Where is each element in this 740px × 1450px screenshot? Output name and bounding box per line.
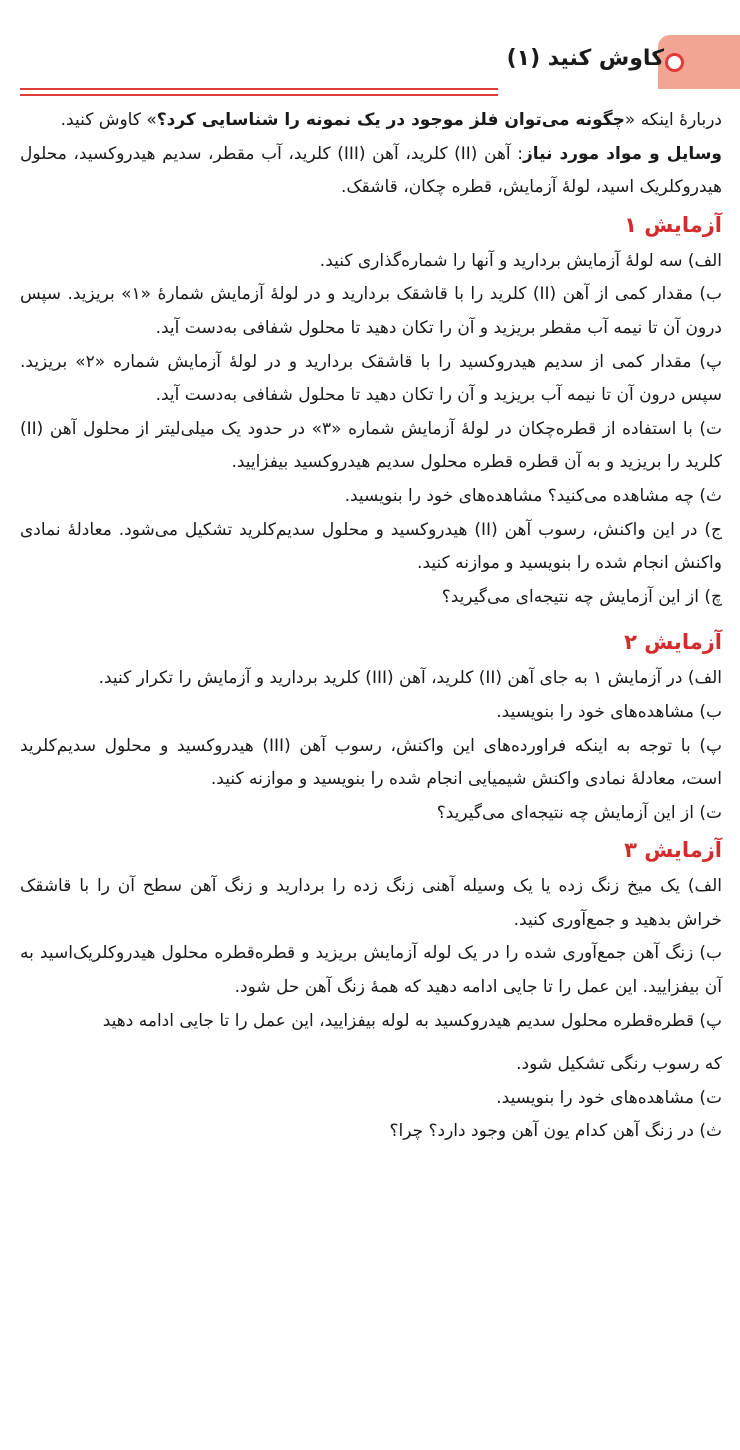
paragraph-gap	[20, 1038, 722, 1048]
exp1-step-pe: پ) مقدار کمی از سدیم هیدروکسید را با قاشقک بردارید و در لولهٔ آزمایش شماره «۲» بریزید. سپس درون آن تا نیمه آب بریزید و آن را تکان دهید تا محلول شفافی به‌دست آید.	[20, 351, 723, 406]
exp1-step-che: چ) از این آزمایش چه نتیجه‌ای می‌گیرید؟	[441, 586, 722, 607]
exp3-step-be: ب) زنگ آهن جمع‌آوری شده را در یک لوله آزمایش بریزید و قطره‌قطره محلول هیدروکلریک‌اسید به آن بیفزایید. این عمل را تا جایی ادامه دهید که همهٔ زنگ آهن حل شود.	[20, 943, 722, 998]
intro-paragraph	[20, 104, 722, 138]
experiment-3-title: آزمایش ۳	[624, 838, 722, 863]
section-title: کاوش کنید (۱)	[506, 46, 664, 71]
header-rule-top	[20, 88, 498, 90]
materials-paragraph	[20, 138, 722, 205]
exp1-step-jim: ج) در این واکنش، رسوب آهن (II) هیدروکسید و محلول سدیم‌کلرید تشکیل می‌شود. معادلهٔ نمادی واکنش انجام شده را بنویسید و موازنه کنید.	[20, 519, 722, 574]
exp3-step-alef: الف) یک میخ زنگ زده یا یک وسیله آهنی زنگ زده را بردارید و زنگ آهن سطح آن را با قاشقک خراش بدهید و جمع‌آوری کنید.	[20, 876, 722, 930]
materials-text: : آهن (II) کلرید، آهن (III) کلرید، آب مقطر، سدیم هیدروکسید، محلول هیدروکلریک اسید، لولهٔ آزمایش، قطره چکان، قاشقک.	[20, 143, 722, 198]
exp3-step-te: ت) مشاهده‌های خود را بنویسید.	[496, 1087, 722, 1108]
exp3-step-se: ث) در زنگ آهن کدام یون آهن وجود دارد؟ چرا؟	[389, 1121, 722, 1142]
intro-suffix: » کاوش کنید.	[60, 110, 157, 130]
exp2-step-te: ت) از این آزمایش چه نتیجه‌ای می‌گیرید؟	[436, 802, 722, 823]
main-content	[20, 104, 722, 1149]
experiment-1-title: آزمایش ۱	[624, 212, 722, 237]
exp2-step-alef: الف) در آزمایش ۱ به جای آهن (II) کلرید، آهن (III) کلرید بردارید و آزمایش را تکرار کنید.	[98, 668, 722, 689]
header-rule-bottom	[20, 94, 498, 96]
materials-label: وسایل و مواد مورد نیاز	[522, 143, 723, 164]
exp1-step-se: ث) چه مشاهده می‌کنید؟ مشاهده‌های خود را بنویسید.	[344, 485, 722, 506]
exp3-step-pe: پ) قطره‌قطره محلول سدیم هیدروکسید به لوله بیفزایید، این عمل را تا جایی ادامه دهید	[102, 1010, 722, 1031]
exp1-step-te: ت) با استفاده از قطره‌چکان در لولهٔ آزمایش شماره «۳» در حدود یک میلی‌لیتر از محلول آهن (II) کلرید را بریزید و به آن قطره قطره محلول سدیم هیدروکسید بیفزایید.	[20, 418, 722, 473]
exp1-step-alef: الف) سه لولهٔ آزمایش بردارید و آنها را شماره‌گذاری کنید.	[319, 250, 722, 271]
exp2-step-be: ب) مشاهده‌های خود را بنویسید.	[496, 701, 722, 722]
exp3-step-pe-continued: که رسوب رنگی تشکیل شود.	[516, 1054, 722, 1075]
exp2-step-pe: پ) با توجه به اینکه فراورده‌های این واکنش، رسوب آهن (III) هیدروکسید و محلول سدیم‌کلرید است، معادلهٔ نمادی واکنش شیمیایی انجام شده را بنویسید و موازنه کنید.	[20, 735, 722, 790]
intro-question: چگونه می‌توان فلز موجود در یک نمونه را شناسایی کرد؟	[156, 110, 625, 130]
experiment-2-title: آزمایش ۲	[624, 630, 722, 655]
header-circle-icon	[665, 53, 684, 72]
intro-prefix: دربارهٔ اینکه «	[624, 110, 722, 130]
exp1-step-be: ب) مقدار کمی از آهن (II) کلرید را با قاشقک بردارید و در لولهٔ آزمایش شمارهٔ «۱» بریزید. سپس درون آن تا نیمه آب مقطر بریزید و آن را تکان دهید تا محلول شفافی به‌دست آید.	[20, 284, 722, 338]
